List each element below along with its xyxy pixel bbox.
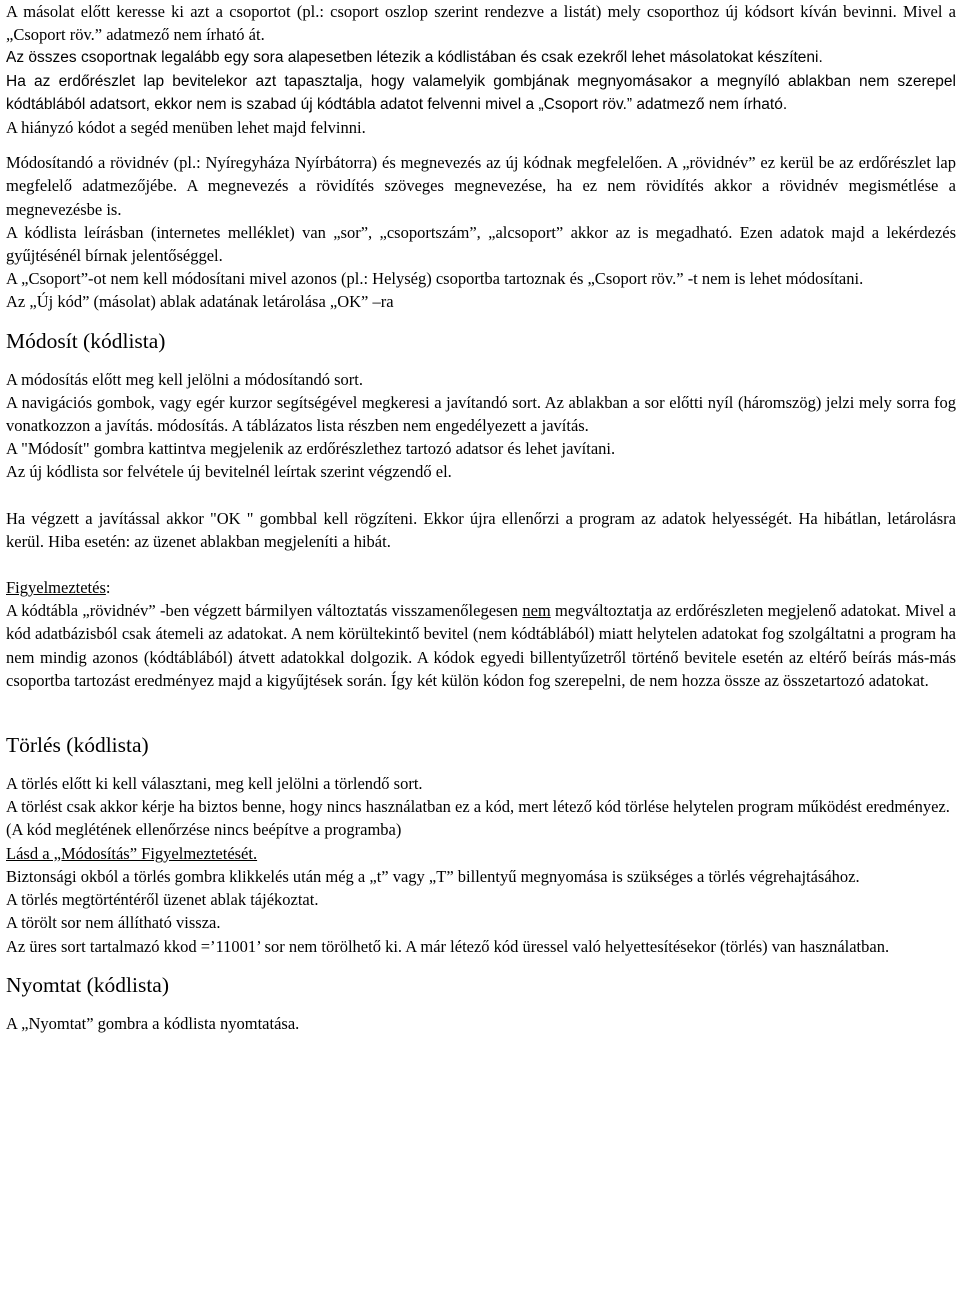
modosit-paragraph-3: A "Módosít" gombra kattintva megjelenik az erdőrészlethez tartozó adatsor és lehet javítani. — [6, 439, 616, 459]
torles-paragraph-5: Biztonsági okból a törlés gombra klikkelés után még a „t” vagy „T” billentyű megnyomása is szükséges a törlés végrehajtásához. — [6, 866, 860, 886]
intro-paragraph-8: Az „Új kód” (másolat) ablak adatának letárolása „OK” –ra — [6, 292, 394, 312]
intro-paragraph-6: A kódlista leírásban (internetes melléklet) van „sor”, „csoportszám”, „alcsoport” akkor az is megadható. Ezen adatok majd a lekérdezés gyűjtésénél bírnak jelentőséggel. — [6, 222, 956, 266]
torles-paragraph-1: A törlés előtt ki kell választani, meg kell jelölni a törlendő sort. — [6, 774, 423, 794]
torles-paragraph-7: A törölt sor nem állítható vissza. — [6, 913, 221, 933]
section-heading-modosit: Módosít (kódlista) — [6, 328, 166, 353]
modosit-paragraph-5: Ha végzett a javítással akkor "OK " gombbal kell rögzíteni. Ekkor újra ellenőrzi a program az adatok helyességét. Ha hibátlan, letárolásra kerül. Hiba esetén: az üzenet ablakban megjeleníti a hibát. — [6, 508, 956, 551]
intro-paragraph-4: A hiányzó kódot a segéd menüben lehet majd felvinni. — [6, 118, 366, 138]
modosit-paragraph-4: Az új kódlista sor felvétele új bevitelnél leírtak szerint végzendő el. — [6, 462, 452, 482]
torles-paragraph-6: A törlés megtörténtéről üzenet ablak tájékoztat. — [6, 890, 319, 910]
torles-paragraph-3: (A kód meglétének ellenőrzése nincs beépítve a programba) — [6, 820, 402, 840]
warning-text-c: megváltoztatja az erdőrészleten megjelenő adatokat. Mivel a kód adatbázisból csak átemeli az adatokat. A nem körültekintő bevitel (nem kódtáblából) miatt helytelen adatokat fog szolgáltatni a program ha nem mindig azonos (kódtáblából) átvett adatokkal dolgozik. A kódok egyedi billentyűzetről történő bevitele esetén az eltérő beírás más-más csoportba tartozást eredményez majd a kigyűjtések során. Így két külön kódon fog szerepelni, de nem hozza össze az összetartozó adatokat. — [6, 601, 956, 690]
intro-paragraph-5: Módosítandó a rövidnév (pl.: Nyíregyháza Nyírbátorra) és megnevezés az új kódnak megfelelően. A „rövidnév” ez kerül be az erdőrészlet lap megfelelő adatmezőjébe. A megnevezés a rövidítés szöveges megnevezése, ha ez nem rövidítés akkor a rövidnév megismétlése a megnevezésbe is. — [6, 153, 956, 219]
intro-paragraph-1: A másolat előtt keresse ki azt a csoportot (pl.: csoport oszlop szerint rendezve a listát) mely csoporthoz új kódsort kíván bevinni. Mivel a „Csoport röv.” adatmező nem írható át. — [6, 2, 956, 45]
intro-paragraph-3: Ha az erdőrészlet lap bevitelekor azt tapasztalja, hogy valamelyik gombjának megnyomásakor a megnyíló ablakban nem szerepel kódtáblából adatsort, ekkor nem is szabad új kódtábla adatot felvenni mivel a „Csoport röv.” adatmező nem írható. — [6, 72, 956, 113]
torles-paragraph-2: A törlést csak akkor kérje ha biztos benne, hogy nincs használatban ez a kód, mert létező kód törlése helytelen program működést eredményez. — [6, 797, 950, 817]
warning-paragraph — [6, 599, 956, 692]
warning-text-emphasis: nem — [522, 601, 551, 621]
warning-label: Figyelmeztetés — [6, 578, 106, 598]
modosit-paragraph-2: A navigációs gombok, vagy egér kurzor segítségével megkeresi a javítandó sort. Az ablakban a sor előtti nyíl (háromszög) jelzi mely sorra fog vonatkozzon a javítás. módosítás. A táblázatos lista részben nem engedélyezett a javítás. — [6, 392, 956, 436]
warning-text-a: A kódtábla „rövidnév” -ben végzett bármilyen változtatás visszamenőlegesen — [6, 601, 523, 621]
section-heading-nyomtat: Nyomtat (kódlista) — [6, 972, 170, 997]
torles-paragraph-8: Az üres sort tartalmazó kkod =’11001’ sor nem törölhető ki. A már létező kód üressel való helyettesítésekor (törlés) van használatban. — [6, 936, 890, 956]
section-heading-torles: Törlés (kódlista) — [6, 733, 149, 758]
nyomtat-paragraph-1: A „Nyomtat” gombra a kódlista nyomtatása. — [6, 1013, 300, 1033]
modosit-paragraph-1: A módosítás előtt meg kell jelölni a módosítandó sort. — [6, 369, 364, 389]
warning-colon: : — [105, 578, 111, 598]
intro-paragraph-2: Az összes csoportnak legalább egy sora alapesetben létezik a kódlistában és csak ezekről lehet másolatokat készíteni. — [6, 49, 823, 67]
intro-paragraph-7: A „Csoport”-ot nem kell módosítani mivel azonos (pl.: Helység) csoportba tartoznak és „Csoport röv.” -t nem is lehet módosítani. — [6, 269, 864, 289]
torles-paragraph-4: Lásd a „Módosítás” Figyelmeztetését. — [6, 843, 258, 863]
warning-label-line — [6, 576, 956, 599]
